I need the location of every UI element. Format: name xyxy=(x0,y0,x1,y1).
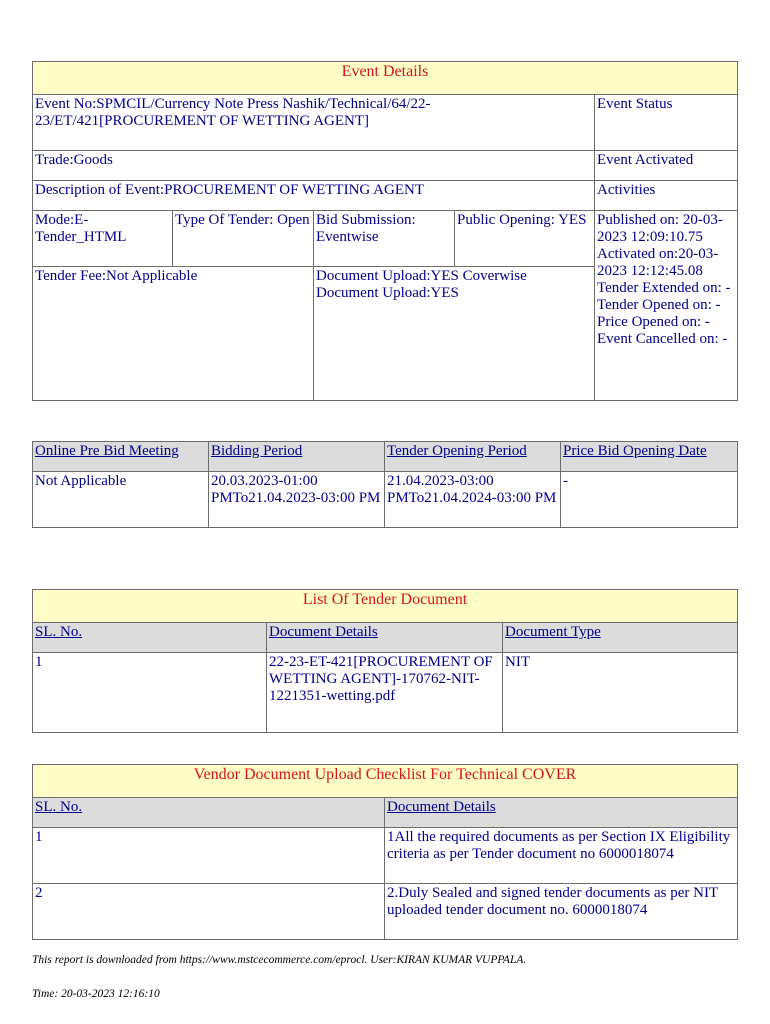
schedule-prebid-value: Not Applicable xyxy=(33,472,209,528)
activity-extended: Tender Extended on: - xyxy=(597,280,731,296)
report-footer: This report is downloaded from https://www.mstcecommerce.com/eprocl. User:KIRAN KUMAR VUPPALA. Time: 20-03-2023 12:16:10 xyxy=(32,954,527,1000)
schedule-header-bidding: Bidding Period xyxy=(209,442,385,472)
table-row xyxy=(33,828,738,884)
activity-price-opened: Price Opened on: - xyxy=(597,314,710,330)
checklist-header-sl: SL. No. xyxy=(33,798,385,828)
tender-docs-header-type: Document Type xyxy=(503,623,738,653)
tender-mode: Mode:E-Tender_HTML xyxy=(33,211,173,267)
schedule-bidding-value: 20.03.2023-01:00 PMTo21.04.2023-03:00 PM xyxy=(209,472,385,528)
bid-submission: Bid Submission: Eventwise xyxy=(314,211,455,267)
checklist-header-details: Document Details xyxy=(385,798,738,828)
activities-label: Activities xyxy=(595,181,738,211)
public-opening: Public Opening: YES xyxy=(455,211,595,267)
tender-docs-header-sl: SL. No. xyxy=(33,623,267,653)
trade: Trade:Goods xyxy=(33,151,595,181)
checklist-details: 1All the required documents as per Section IX Eligibility criteria as per Tender document no 6000018074 xyxy=(385,828,738,884)
activity-cancelled: Event Cancelled on: - xyxy=(597,331,728,347)
tender-doc-link[interactable]: 22-23-ET-421[PROCUREMENT OF WETTING AGENT]-170762-NIT-1221351-wetting.pdf xyxy=(267,653,503,733)
tender-doc-type: NIT xyxy=(503,653,738,733)
activity-activated: Activated on:20-03-2023 12:12:45.08 xyxy=(597,246,719,279)
activities-list xyxy=(595,211,738,401)
event-status-label: Event Status xyxy=(595,95,738,151)
activity-published: Published on: 20-03-2023 12:09:10.75 xyxy=(597,212,723,245)
schedule-header-tender-opening: Tender Opening Period xyxy=(385,442,561,472)
checklist-sl: 1 xyxy=(33,828,385,884)
schedule-price-bid-value: - xyxy=(561,472,738,528)
activity-opened: Tender Opened on: - xyxy=(597,297,721,313)
event-number: Event No:SPMCIL/Currency Note Press Nashik/Technical/64/22-23/ET/421[PROCUREMENT OF WETTING AGENT] xyxy=(33,95,595,151)
table-row xyxy=(33,884,738,940)
tender-documents-title: List Of Tender Document xyxy=(33,590,738,623)
event-description: Description of Event:PROCUREMENT OF WETTING AGENT xyxy=(33,181,595,211)
document-upload: Document Upload:YES Coverwise Document Upload:YES xyxy=(314,267,595,401)
checklist-table xyxy=(32,764,738,940)
schedule-header-price-bid: Price Bid Opening Date xyxy=(561,442,738,472)
checklist-details: 2.Duly Sealed and signed tender documents as per NIT uploaded tender document no. 6000018074 xyxy=(385,884,738,940)
event-details-table xyxy=(32,61,738,401)
schedule-table xyxy=(32,441,738,528)
checklist-sl: 2 xyxy=(33,884,385,940)
table-row xyxy=(33,653,738,733)
event-status-value: Event Activated xyxy=(595,151,738,181)
tender-fee: Tender Fee:Not Applicable xyxy=(33,267,314,401)
schedule-header-prebid: Online Pre Bid Meeting xyxy=(33,442,209,472)
tender-documents-table xyxy=(32,589,738,733)
tender-type: Type Of Tender: Open xyxy=(173,211,314,267)
event-details-title: Event Details xyxy=(33,62,738,95)
schedule-tender-opening-value: 21.04.2023-03:00 PMTo21.04.2024-03:00 PM xyxy=(385,472,561,528)
checklist-title: Vendor Document Upload Checklist For Technical COVER xyxy=(33,765,738,798)
tender-doc-sl: 1 xyxy=(33,653,267,733)
tender-docs-header-details: Document Details xyxy=(267,623,503,653)
